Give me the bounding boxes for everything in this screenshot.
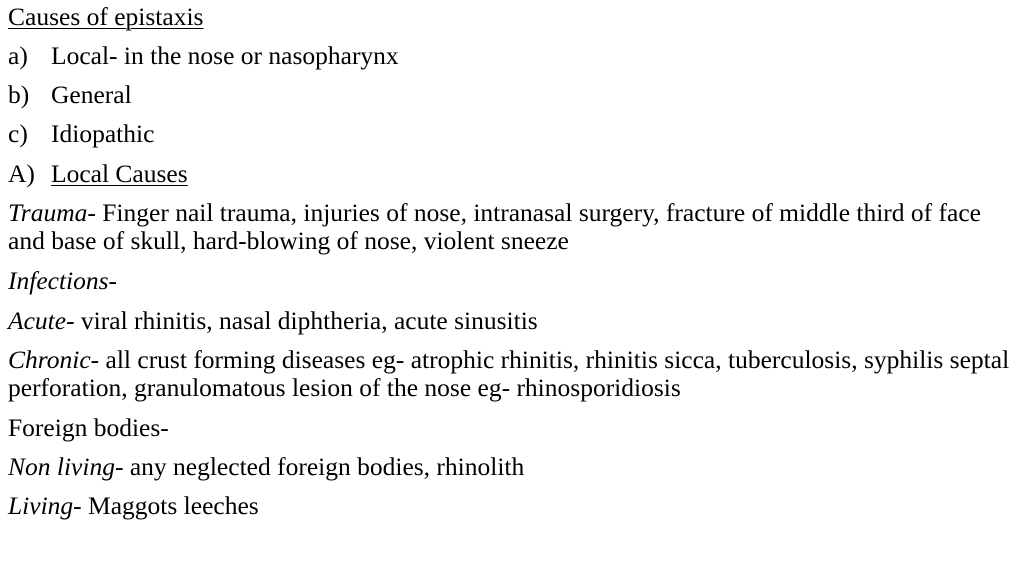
section-title: Local Causes (51, 159, 188, 188)
paragraph-foreign-bodies: Foreign bodies- (8, 413, 169, 442)
list-marker: b) (8, 80, 30, 109)
living-text: - Maggots leeches (73, 491, 259, 520)
paragraph-trauma (8, 199, 1013, 254)
term-trauma: Trauma (8, 198, 88, 227)
list-marker: c) (8, 119, 28, 148)
term-chronic: Chronic (8, 345, 91, 374)
paragraph-infections (8, 266, 117, 295)
list-marker: a) (8, 41, 28, 70)
paragraph-living (8, 491, 259, 520)
section-local-causes (8, 159, 188, 188)
list-item-general (8, 80, 132, 109)
term-non-living: Non living (8, 452, 115, 481)
term-infections: Infections- (8, 266, 118, 295)
acute-text: - viral rhinitis, nasal diphtheria, acute sinusitis (66, 306, 538, 335)
non-living-text: - any neglected foreign bodies, rhinolith (114, 452, 525, 481)
term-living: Living (8, 491, 74, 520)
list-item-text: Idiopathic (51, 119, 155, 148)
paragraph-chronic (8, 346, 1013, 401)
section-marker: A) (8, 159, 35, 188)
heading-causes-of-epistaxis: Causes of epistaxis (8, 2, 204, 31)
list-item-text: General (51, 80, 132, 109)
list-item-text: Local- in the nose or nasopharynx (51, 41, 399, 70)
term-acute: Acute (8, 306, 67, 335)
chronic-text: - all crust forming diseases eg- atrophic rhinitis, rhinitis sicca, tuberculosis, syphilis septal perforation, granulomatous lesion of the nose eg- rhinosporidiosis (8, 345, 1010, 402)
list-item-local (8, 41, 399, 70)
paragraph-non-living (8, 452, 524, 481)
paragraph-acute (8, 306, 538, 335)
trauma-text: - Finger nail trauma, injuries of nose, intranasal surgery, fracture of middle third of face and base of skull, hard-blowing of nose, violent sneeze (8, 198, 981, 255)
list-item-idiopathic (8, 119, 154, 148)
